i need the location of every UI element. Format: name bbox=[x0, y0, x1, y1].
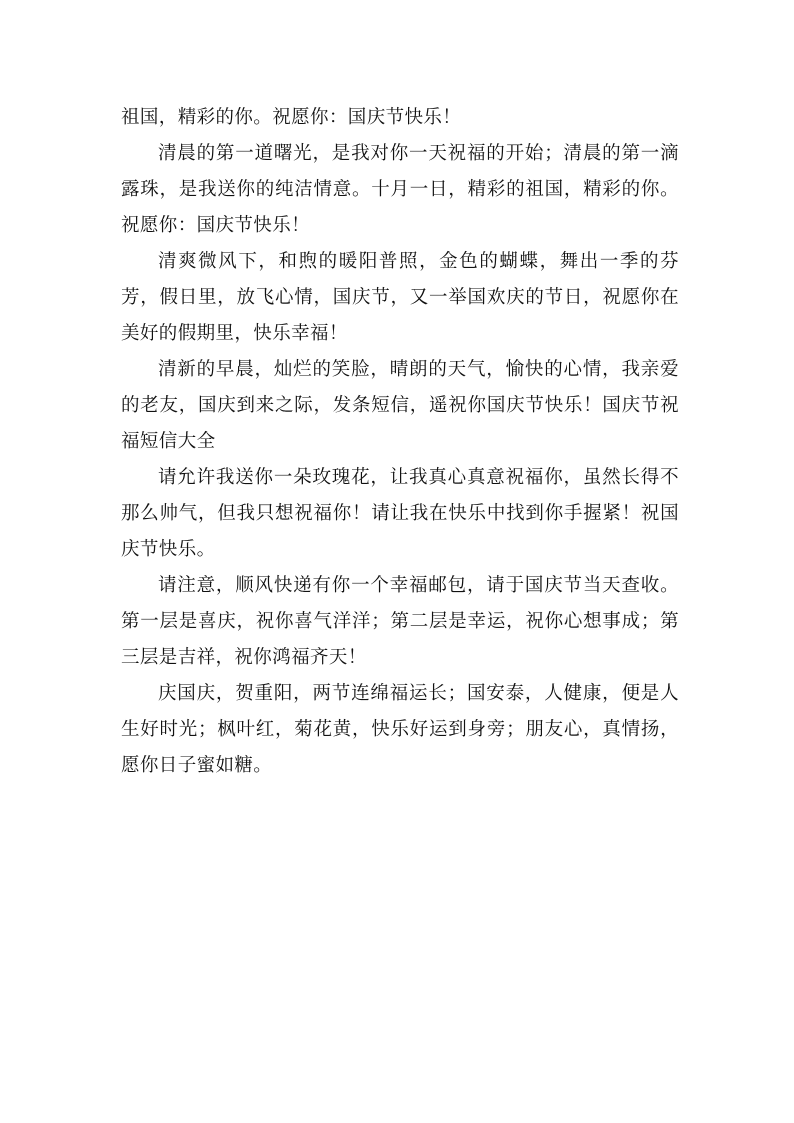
paragraph-4: 清新的早晨，灿烂的笑脸，晴朗的天气，愉快的心情，我亲爱的老友，国庆到来之际，发条短信，遥祝你国庆节快乐！国庆节祝福短信大全 bbox=[121, 359, 679, 452]
paragraph-5: 请允许我送你一朵玫瑰花，让我真心真意祝福你，虽然长得不那么帅气，但我只想祝福你！请让我在快乐中找到你手握紧！祝国庆节快乐。 bbox=[121, 467, 679, 560]
paragraph-3: 清爽微风下，和煦的暖阳普照，金色的蝴蝶，舞出一季的芬芳，假日里，放飞心情，国庆节，又一举国欢庆的节日，祝愿你在美好的假期里，快乐幸福！ bbox=[121, 251, 679, 344]
paragraph-1: 祖国，精彩的你。祝愿你：国庆节快乐！ bbox=[121, 107, 462, 128]
paragraph-7: 庆国庆，贺重阳，两节连绵福运长；国安泰，人健康，便是人生好时光；枫叶红，菊花黄，快乐好运到身旁；朋友心，真情扬，愿你日子蜜如糖。 bbox=[121, 683, 679, 776]
document-body bbox=[121, 100, 679, 784]
paragraph-6: 请注意，顺风快递有你一个幸福邮包，请于国庆节当天查收。第一层是喜庆，祝你喜气洋洋；第二层是幸运，祝你心想事成；第三层是吉祥，祝你鸿福齐天！ bbox=[121, 575, 679, 668]
paragraph-2: 清晨的第一道曙光，是我对你一天祝福的开始；清晨的第一滴露珠，是我送你的纯洁情意。十月一日，精彩的祖国，精彩的你。祝愿你：国庆节快乐！ bbox=[121, 143, 679, 236]
